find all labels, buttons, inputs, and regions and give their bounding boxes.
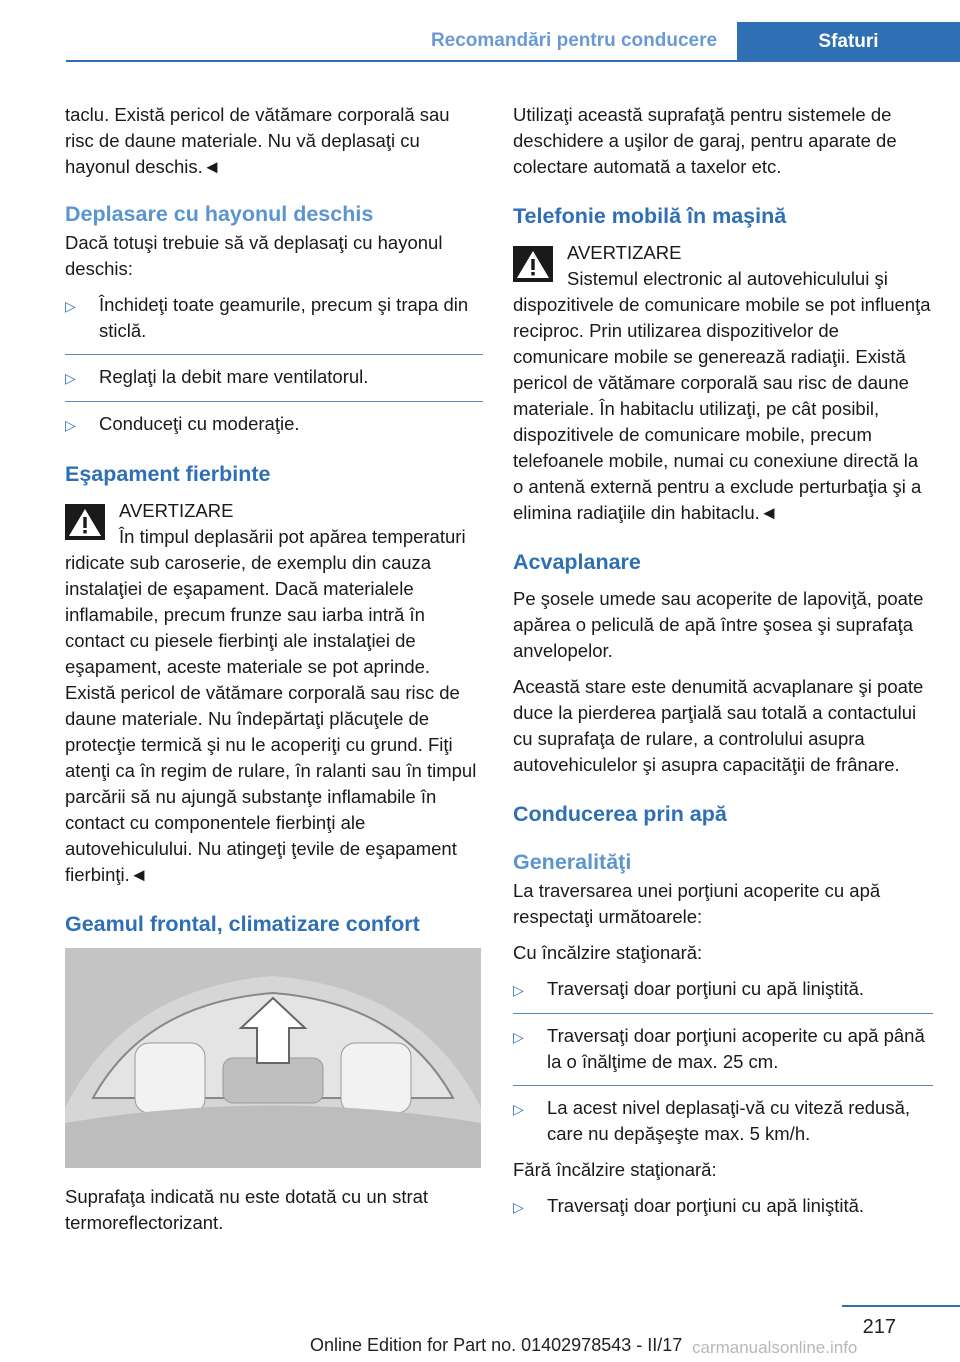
car-interior-illustration (65, 948, 481, 1168)
list-item (65, 364, 483, 391)
warning-triangle-icon (65, 504, 105, 540)
list-item (65, 292, 483, 344)
right-column (513, 102, 933, 1230)
warning-title: AVERTIZARE (567, 242, 682, 263)
paragraph: Dacă totuşi trebuie să vă deplasaţi cu hayonul deschis: (65, 232, 443, 279)
figure-caption: Suprafaţa indicată nu este dotată cu un strat termoreflectorizant. (65, 1186, 429, 1233)
warning-block (65, 498, 483, 888)
triangle-right-icon: ▷ (513, 1029, 524, 1045)
list-item-text: Conduceţi cu moderaţie. (99, 413, 300, 434)
list-item-text: Traversaţi doar porţiuni cu apă liniştită. (547, 1195, 865, 1216)
warning-text: Sistemul electronic al autovehiculului şi dispozitivele de comunicare mobile se pot influenţa reciproc. Prin utilizarea dispozitivelor de comunicare mobile se generează radiaţii. Există pericol de vătămare corporală sau risc de daune materiale. În habitaclu utilizaţi, pe cât posibil, dispozitivele de comunicare mobile, precum telefoanele mobile, numai cu conexiune directă la o antenă externă pentru a exclude perturbaţia şi a elimina radiaţiile din habitaclu.◄ (513, 268, 931, 523)
divider (65, 401, 483, 402)
subheading-generalitati: Generalităţi (513, 850, 632, 874)
divider (513, 1085, 933, 1086)
footer-rule (842, 1305, 960, 1307)
warning-triangle-icon (513, 246, 553, 282)
heading-acvaplanare: Acvaplanare (513, 550, 641, 574)
paragraph: taclu. Există pericol de vătămare corporală sau risc de daune materiale. Nu vă deplasaţi cu hayonul deschis.◄ (65, 104, 450, 177)
footer-watermark: carmanualsonline.info (692, 1338, 858, 1357)
triangle-right-icon: ▷ (513, 1101, 524, 1117)
paragraph: Utilizaţi această suprafaţă pentru sistemele de deschidere a uşilor de garaj, pentru aparate de colectare automată a taxelor etc. (513, 104, 897, 177)
list-item (65, 411, 483, 438)
rear-window-figure (65, 948, 481, 1168)
list-item-text: Traversaţi doar porţiuni cu apă liniştită. (547, 978, 865, 999)
paragraph: La traversarea unei porţiuni acoperite cu apă respectaţi următoarele: (513, 880, 881, 927)
paragraph: Pe şosele umede sau acoperite de lapoviţă, poate apărea o peliculă de apă între şosea şi suprafaţa anvelopelor. (513, 588, 924, 661)
heading-telefonie: Telefonie mobilă în maşină (513, 204, 787, 228)
divider (513, 1013, 933, 1014)
page-number: 217 (862, 1316, 896, 1338)
list-item (513, 1023, 933, 1075)
heading-esapament: Eşapament fierbinte (65, 462, 271, 486)
warning-title: AVERTIZARE (119, 500, 234, 521)
warning-text: În timpul deplasării pot apărea temperaturi ridicate sub caroserie, de exemplu din cauza instalaţiei de eşapament. Dacă materialele inflamabile, precum frunze sau iarba intră în contact cu piesele fierbinţi ale instalaţiei de eşapament, aceste materiale se pot aprinde. Există pericol de vătămare corporală sau risc de daune materiale. Nu îndepărtaţi plăcuţele de protecţie termică şi nu le acoperiţi cu grund. Fiţi atenţi ca în regim de rulare, în ralanti sau în timpul parcării să nu ajungă substanţe inflamabile în contact cu componentele fierbinţi ale autovehiculului. Nu atingeţi ţevile de eşapament fierbinţi.◄ (65, 526, 477, 885)
left-column (65, 102, 483, 1246)
header-chapter-tab: Sfaturi (737, 22, 960, 62)
heading-conducerea: Conducerea prin apă (513, 802, 727, 826)
heading-geamul: Geamul frontal, climatizare confort (65, 912, 420, 936)
paragraph: Fără încălzire staţionară: (513, 1159, 717, 1180)
triangle-right-icon: ▷ (65, 370, 76, 386)
header-rule (66, 60, 960, 62)
triangle-right-icon: ▷ (513, 982, 524, 998)
list-item-text: La acest nivel deplasaţi-vă cu viteză redusă, care nu depăşeşte max. 5 km/h. (547, 1097, 911, 1144)
paragraph: Această stare este denumită acvaplanare şi poate duce la pierderea parţială sau totală a contactului cu suprafaţa de rulare, a controlului asupra autovehiculelor şi asupra capacităţii de frânare. (513, 676, 924, 775)
triangle-right-icon: ▷ (513, 1199, 524, 1215)
triangle-right-icon: ▷ (65, 298, 76, 314)
divider (65, 354, 483, 355)
paragraph: Cu încălzire staţionară: (513, 942, 703, 963)
list-item (513, 1095, 933, 1147)
warning-block (513, 240, 933, 526)
list-item (513, 1193, 933, 1220)
list-item-text: Reglaţi la debit mare ventilatorul. (99, 366, 369, 387)
list-item-text: Traversaţi doar porţiuni acoperite cu apă până la o înălţime de max. 25 cm. (547, 1025, 925, 1072)
triangle-right-icon: ▷ (65, 417, 76, 433)
subheading-deplasare: Deplasare cu hayonul deschis (65, 202, 374, 226)
header-section-title: Recomandări pentru conducere (430, 30, 718, 51)
footer-edition: Online Edition for Part no. 01402978543 - II/17 (310, 1335, 683, 1355)
list-item-text: Închideţi toate geamurile, precum şi trapa din sticlă. (99, 294, 469, 341)
list-item (513, 976, 933, 1003)
